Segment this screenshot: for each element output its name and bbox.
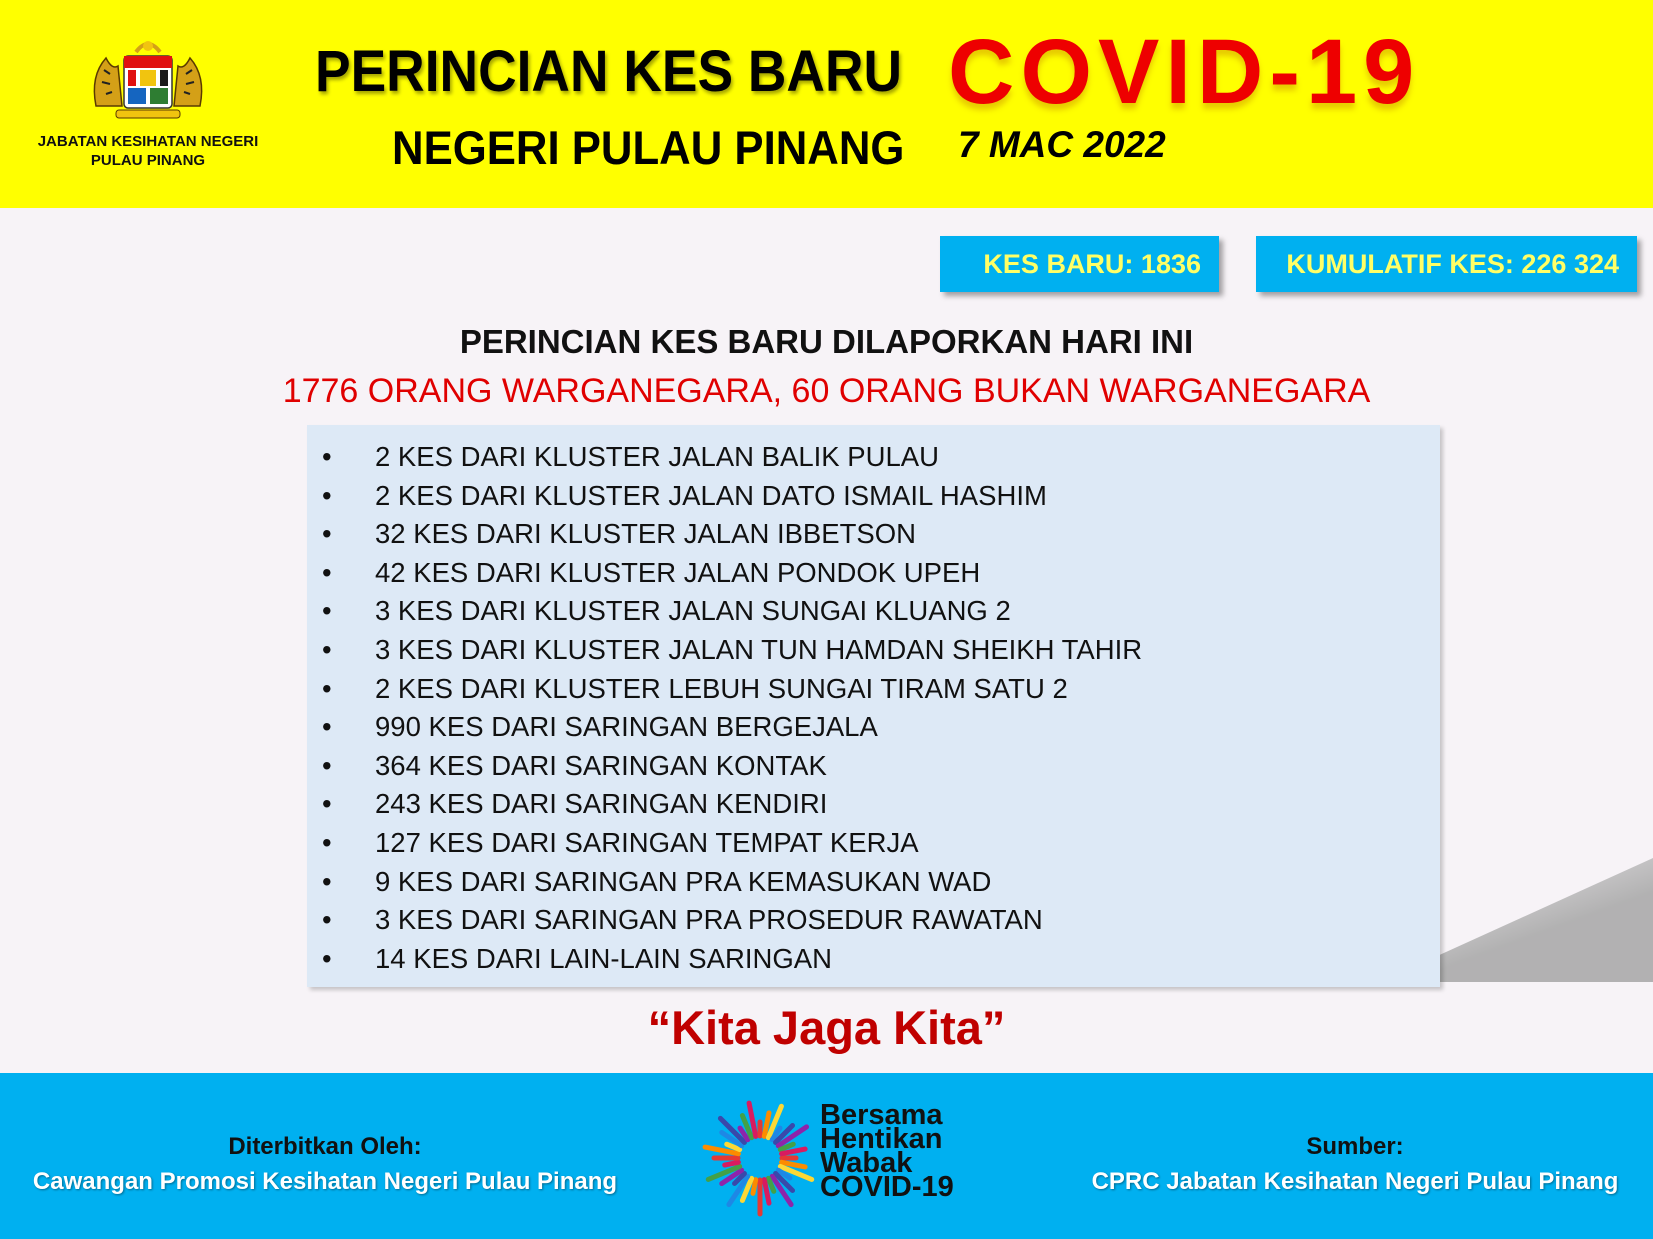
list-item: [307, 515, 1142, 554]
details-heading: PERINCIAN KES BARU DILAPORKAN HARI INI: [459, 323, 1194, 360]
source-name: CPRC Jabatan Kesihatan Negeri Pulau Pinang: [1091, 1168, 1619, 1195]
list-item-text: 2 KES DARI KLUSTER JALAN DATO ISMAIL HASHIM: [375, 479, 1047, 511]
list-item: [307, 477, 1142, 516]
footer-banner: [0, 1073, 1653, 1239]
bullet-icon: •: [322, 441, 332, 472]
list-item-text: 364 KES DARI SARINGAN KONTAK: [375, 749, 827, 781]
list-item: [307, 592, 1142, 631]
list-item-text: 990 KES DARI SARINGAN BERGEJALA: [375, 711, 878, 743]
list-item: [307, 940, 1142, 979]
list-item-text: 127 KES DARI SARINGAN TEMPAT KERJA: [375, 826, 919, 858]
publisher-name: Cawangan Promosi Kesihatan Negeri Pulau Pinang: [32, 1168, 618, 1195]
bullet-icon: •: [322, 711, 332, 743]
bullet-icon: •: [322, 826, 332, 858]
list-item-text: 9 KES DARI SARINGAN PRA KEMASUKAN WAD: [375, 865, 992, 897]
campaign-line-4: COVID-19: [820, 1171, 954, 1203]
list-item-text: 42 KES DARI KLUSTER JALAN PONDOK UPEH: [375, 556, 981, 588]
list-item-text: 2 KES DARI KLUSTER JALAN BALIK PULAU: [375, 441, 939, 472]
cumulative-cases-badge: KUMULATIF KES: 226 324: [1256, 236, 1637, 292]
agency-line-1: JABATAN KESIHATAN NEGERI: [37, 133, 259, 150]
case-breakdown-list: [307, 438, 1142, 978]
bullet-icon: •: [322, 749, 332, 781]
header-banner: [0, 0, 1653, 208]
campaign-line-3: Wabak: [820, 1147, 913, 1179]
list-item: [307, 863, 1142, 902]
bullet-icon: •: [322, 518, 332, 550]
list-item: [307, 824, 1142, 863]
burst-ray: [725, 1162, 739, 1165]
starburst-campaign-icon: [700, 1099, 820, 1217]
list-item-text: 3 KES DARI SARINGAN PRA PROSEDUR RAWATAN: [375, 904, 1043, 936]
covid-title: COVID-19: [948, 21, 1421, 123]
nationality-breakdown: 1776 ORANG WARGANEGARA, 60 ORANG BUKAN WARGANEGARA: [282, 372, 1371, 410]
list-item: [307, 554, 1142, 593]
campaign-line-2: Hentikan: [820, 1123, 943, 1155]
bullet-icon: •: [322, 788, 332, 820]
list-item-text: 14 KES DARI LAIN-LAIN SARINGAN: [375, 942, 832, 974]
agency-line-2: PULAU PINANG: [90, 152, 206, 169]
bullet-icon: •: [322, 556, 332, 588]
list-item: [307, 785, 1142, 824]
list-item-text: 2 KES DARI KLUSTER LEBUH SUNGAI TIRAM SATU 2: [375, 672, 1068, 704]
bullet-icon: •: [322, 672, 332, 704]
publisher-label: Diterbitkan Oleh:: [228, 1133, 422, 1160]
source-label: Sumber:: [1306, 1133, 1404, 1160]
list-item: [307, 747, 1142, 786]
bullet-icon: •: [322, 633, 332, 665]
list-item: [307, 901, 1142, 940]
report-date: 7 MAC 2022: [958, 124, 1166, 165]
state-title: NEGERI PULAU PINANG: [392, 121, 905, 174]
list-item-text: 3 KES DARI KLUSTER JALAN SUNGAI KLUANG 2: [375, 595, 1011, 627]
bullet-icon: •: [322, 942, 332, 974]
burst-ray: [753, 1180, 756, 1194]
list-item: [307, 670, 1142, 709]
list-item: [307, 708, 1142, 747]
list-item-text: 32 KES DARI KLUSTER JALAN IBBETSON: [375, 518, 917, 550]
bullet-icon: •: [322, 479, 332, 511]
malaysia-coat-of-arms-icon: [88, 36, 208, 122]
case-breakdown-panel: [307, 425, 1440, 987]
slogan: “Kita Jaga Kita”: [647, 1001, 1006, 1054]
list-item-text: 243 KES DARI SARINGAN KENDIRI: [375, 788, 828, 820]
page-title: PERINCIAN KES BARU: [315, 39, 903, 104]
campaign-slogan: [820, 1099, 954, 1203]
list-item: [307, 631, 1142, 670]
bullet-icon: •: [322, 865, 332, 897]
list-item-text: 3 KES DARI KLUSTER JALAN TUN HAMDAN SHEIKH TAHIR: [375, 633, 1143, 665]
bullet-icon: •: [322, 904, 332, 936]
agency-name: [18, 132, 278, 170]
list-item: [307, 438, 1142, 477]
campaign-line-1: Bersama: [820, 1099, 943, 1131]
new-cases-badge: KES BARU: 1836: [940, 236, 1219, 292]
bullet-icon: •: [322, 595, 332, 627]
